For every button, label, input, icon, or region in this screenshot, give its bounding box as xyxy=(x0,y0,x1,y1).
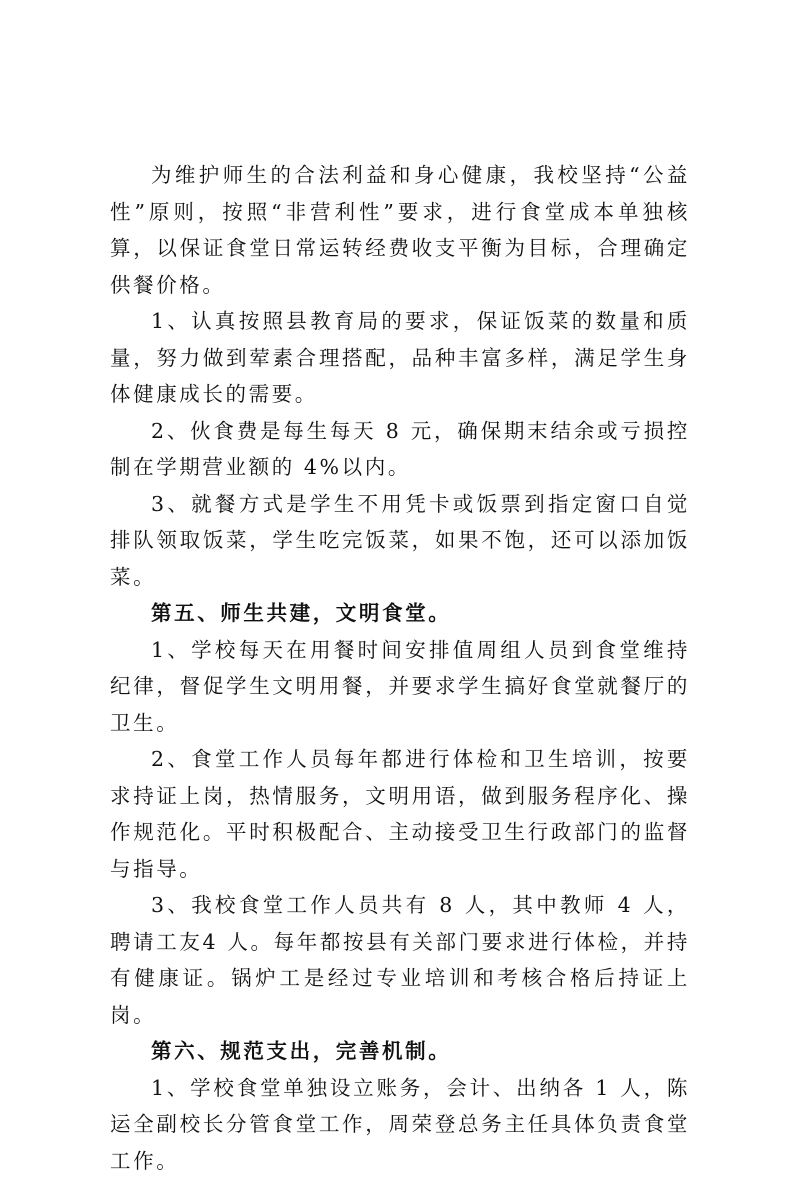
document-page xyxy=(110,157,690,1179)
paragraph-item-2: 2、伙食费是每生每天 8 元，确保期末结余或亏损控制在学期营业额的 4%以内。 xyxy=(110,413,690,486)
paragraph-section5-item-3: 3、我校食堂工作人员共有 8 人，其中教师 4 人，聘请工友4 人。每年都按县有关部门要求进行体检，并持有健康证。锅炉工是经过专业培训和考核合格后持证上岗。 xyxy=(110,887,690,1033)
section-heading-5: 第五、师生共建，文明食堂。 xyxy=(110,595,690,632)
paragraph-section5-item-1: 1、学校每天在用餐时间安排值周组人员到食堂维持纪律，督促学生文明用餐，并要求学生搞好食堂就餐厅的卫生。 xyxy=(110,632,690,742)
paragraph-intro: 为维护师生的合法利益和身心健康，我校坚持“公益性”原则，按照“非营利性”要求，进行食堂成本单独核算，以保证食堂日常运转经费收支平衡为目标，合理确定供餐价格。 xyxy=(110,157,690,303)
paragraph-section6-item-1: 1、学校食堂单独设立账务，会计、出纳各 1 人，陈运全副校长分管食堂工作，周荣登总务主任具体负责食堂工作。 xyxy=(110,1070,690,1179)
paragraph-item-3: 3、就餐方式是学生不用凭卡或饭票到指定窗口自觉排队领取饭菜，学生吃完饭菜，如果不饱，还可以添加饭菜。 xyxy=(110,486,690,596)
paragraph-section5-item-2: 2、食堂工作人员每年都进行体检和卫生培训，按要求持证上岗，热情服务，文明用语，做到服务程序化、操作规范化。平时积极配合、主动接受卫生行政部门的监督与指导。 xyxy=(110,741,690,887)
section-heading-6: 第六、规范支出，完善机制。 xyxy=(110,1033,690,1070)
paragraph-item-1: 1、认真按照县教育局的要求，保证饭菜的数量和质量，努力做到荤素合理搭配，品种丰富多样，满足学生身体健康成长的需要。 xyxy=(110,303,690,413)
